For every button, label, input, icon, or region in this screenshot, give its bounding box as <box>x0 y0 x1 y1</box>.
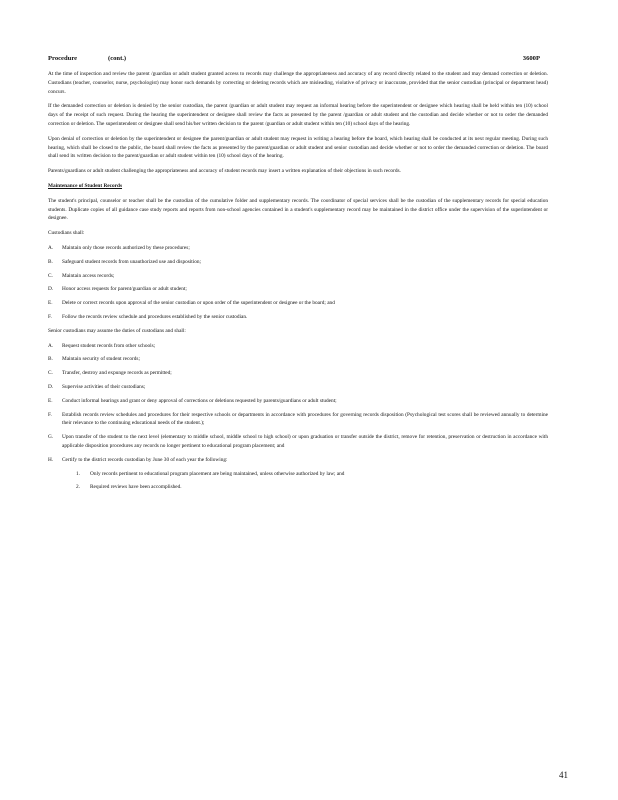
list-item-label: C. <box>48 370 53 377</box>
list-item-text: Maintain only those records authorized by these procedures; <box>62 244 190 251</box>
paragraph-inspection: At the time of inspection and review the parent /guardian or adult student granted access to records may challenge the appropriateness and accuracy of any record directly related to the student and may demand correction or deletion. Custodians (teacher, counselor, nurse, psychologist) may honor such demands by correcting or deleting records which are misleading, violative of privacy or inaccurate, provided that the senior custodian (principal or department head) concurs. <box>48 71 548 95</box>
list-item-label: A. <box>48 342 54 349</box>
policy-code: 3600P <box>522 55 540 62</box>
list-item-text: Conduct informal hearings and grant or deny approval of corrections or deletions requested by parents/guardians or adult student; <box>62 397 337 404</box>
senior-custodians-intro: Senior custodians may assume the duties of custodians and shall: <box>48 327 186 334</box>
list-item-label: E. <box>48 300 53 307</box>
list-item-label: A. <box>48 244 54 251</box>
custodian-duty-item <box>48 244 548 253</box>
list-item-text: Certify to the district records custodian by June 30 of each year the following: <box>62 456 228 463</box>
certification-list <box>48 470 548 493</box>
list-item-label: D. <box>48 286 54 293</box>
senior-duty-item <box>48 433 548 451</box>
list-item-label: E. <box>48 397 53 404</box>
custodian-duty-item <box>48 299 548 308</box>
list-item-label: H. <box>48 456 54 463</box>
senior-duty-item <box>48 355 548 364</box>
certification-item <box>76 483 548 492</box>
list-item-text: Delete or correct records upon approval of the senior custodian or upon order of the superintendent or designee or the board; and <box>62 300 335 307</box>
list-item-label: D. <box>48 383 54 390</box>
senior-custodian-duties-list <box>48 342 548 465</box>
list-item-label: 1. <box>76 470 80 477</box>
paragraph-informal-hearing: If the demanded correction or deletion is denied by the senior custodian, the parent /guardian or adult student may request an informal hearing before the superintendent or designee which hearing shall be held within ten (10) school days of the receipt of such request. During the hearing the superintendent or designee shall review the facts as presented by the parent /guardian or adult student and the custodian and decide whether or not to order the demanded correction or deletion. The superintendent or designee shall send his/her written decision to the parent /guardian or adult student within ten (10) school days of the hearing. <box>48 103 548 127</box>
procedure-label: Procedure <box>48 55 78 62</box>
list-item-label: F. <box>48 313 52 320</box>
list-item-label: G. <box>48 434 54 441</box>
list-item-text: Request student records from other schools; <box>62 342 156 349</box>
list-item-text: Honor access requests for parent/guardian or adult student; <box>62 286 187 293</box>
continued-label: (cont.) <box>108 55 127 62</box>
list-item-text: Maintain security of student records; <box>62 356 140 363</box>
custodian-duties-list <box>48 244 548 322</box>
paragraph-written-explanation: Parents/guardians or adult student challenging the appropriateness and accuracy of student records may insert a written explanation of their objections in such records. <box>48 168 401 175</box>
paragraph-board-hearing: Upon denial of correction or deletion by the superintendent or designee the parent/guardian or adult student may request in writing a hearing before the board, which hearing shall be conducted at its next regular meeting. During such hearing, which shall be closed to the public, the board shall review the facts as presented by the parent/guardian or adult student and senior custodian and decide whether or not to order the demanded correction or deletion. The board shall send its written decision to the parent/guardian or adult student within ten (10) school days of the hearing. <box>48 135 548 160</box>
senior-duty-item <box>48 342 548 351</box>
list-item-label: 2. <box>76 484 80 491</box>
custodian-duty-item <box>48 258 548 267</box>
list-item-text: Follow the records review schedule and procedures established by the senior custodian. <box>62 313 248 320</box>
list-item-text: Establish records review schedules and procedures for their respective schools or departments in accordance with procedures for governing records disposition (Psychological test scores shall be reviewed annually to determine their relevance to the continuing educational needs of the student.); <box>62 411 548 427</box>
custodian-duty-item <box>48 285 548 294</box>
senior-duty-item <box>48 411 548 429</box>
certification-item <box>76 470 548 479</box>
custodian-duty-item <box>48 313 548 322</box>
list-item-text: Only records pertinent to educational program placement are being maintained, unless otherwise authorized by law; and <box>90 470 345 477</box>
list-item-label: F. <box>48 411 52 418</box>
list-item-text: Safeguard student records from unauthorized use and disposition; <box>62 258 202 265</box>
paragraph-custodians-intro: The student's principal, counselor or teacher shall be the custodian of the cumulative folder and supplementary records. The coordinator of special services shall be the custodian of the supplementary records for special education students. Duplicate copies of all guidance case study reports and reports from non-school agencies contained in a student's supplementary record may be maintained in the district office under the supervision of the superintendent or designee. <box>48 197 548 222</box>
senior-duty-item <box>48 456 548 465</box>
custodian-duty-item <box>48 272 548 281</box>
senior-duty-item <box>48 369 548 378</box>
list-item-label: B. <box>48 356 53 363</box>
list-item-text: Supervise activities of their custodians; <box>62 383 146 390</box>
list-item-text: Upon transfer of the student to the next level (elementary to middle school, middle school to high school) or upon graduation or transfer outside the district, remove for retention, preservation or destruction in accordance with applicable disposition procedures any records no longer pertinent to educational program placement; and <box>62 434 548 449</box>
list-item-label: C. <box>48 272 53 279</box>
list-item-text: Transfer, destroy and expunge records as permitted; <box>62 370 172 377</box>
document-body <box>48 70 548 497</box>
section-heading: Maintenance of Student Records <box>48 182 123 189</box>
list-item-text: Maintain access records; <box>62 272 115 279</box>
list-item-label: B. <box>48 258 53 265</box>
page-number: 41 <box>559 770 568 780</box>
senior-duty-item <box>48 397 548 406</box>
senior-duty-item <box>48 383 548 392</box>
list-item-text: Required reviews have been accomplished. <box>90 484 182 491</box>
custodians-shall-label: Custodians shall: <box>48 230 85 237</box>
